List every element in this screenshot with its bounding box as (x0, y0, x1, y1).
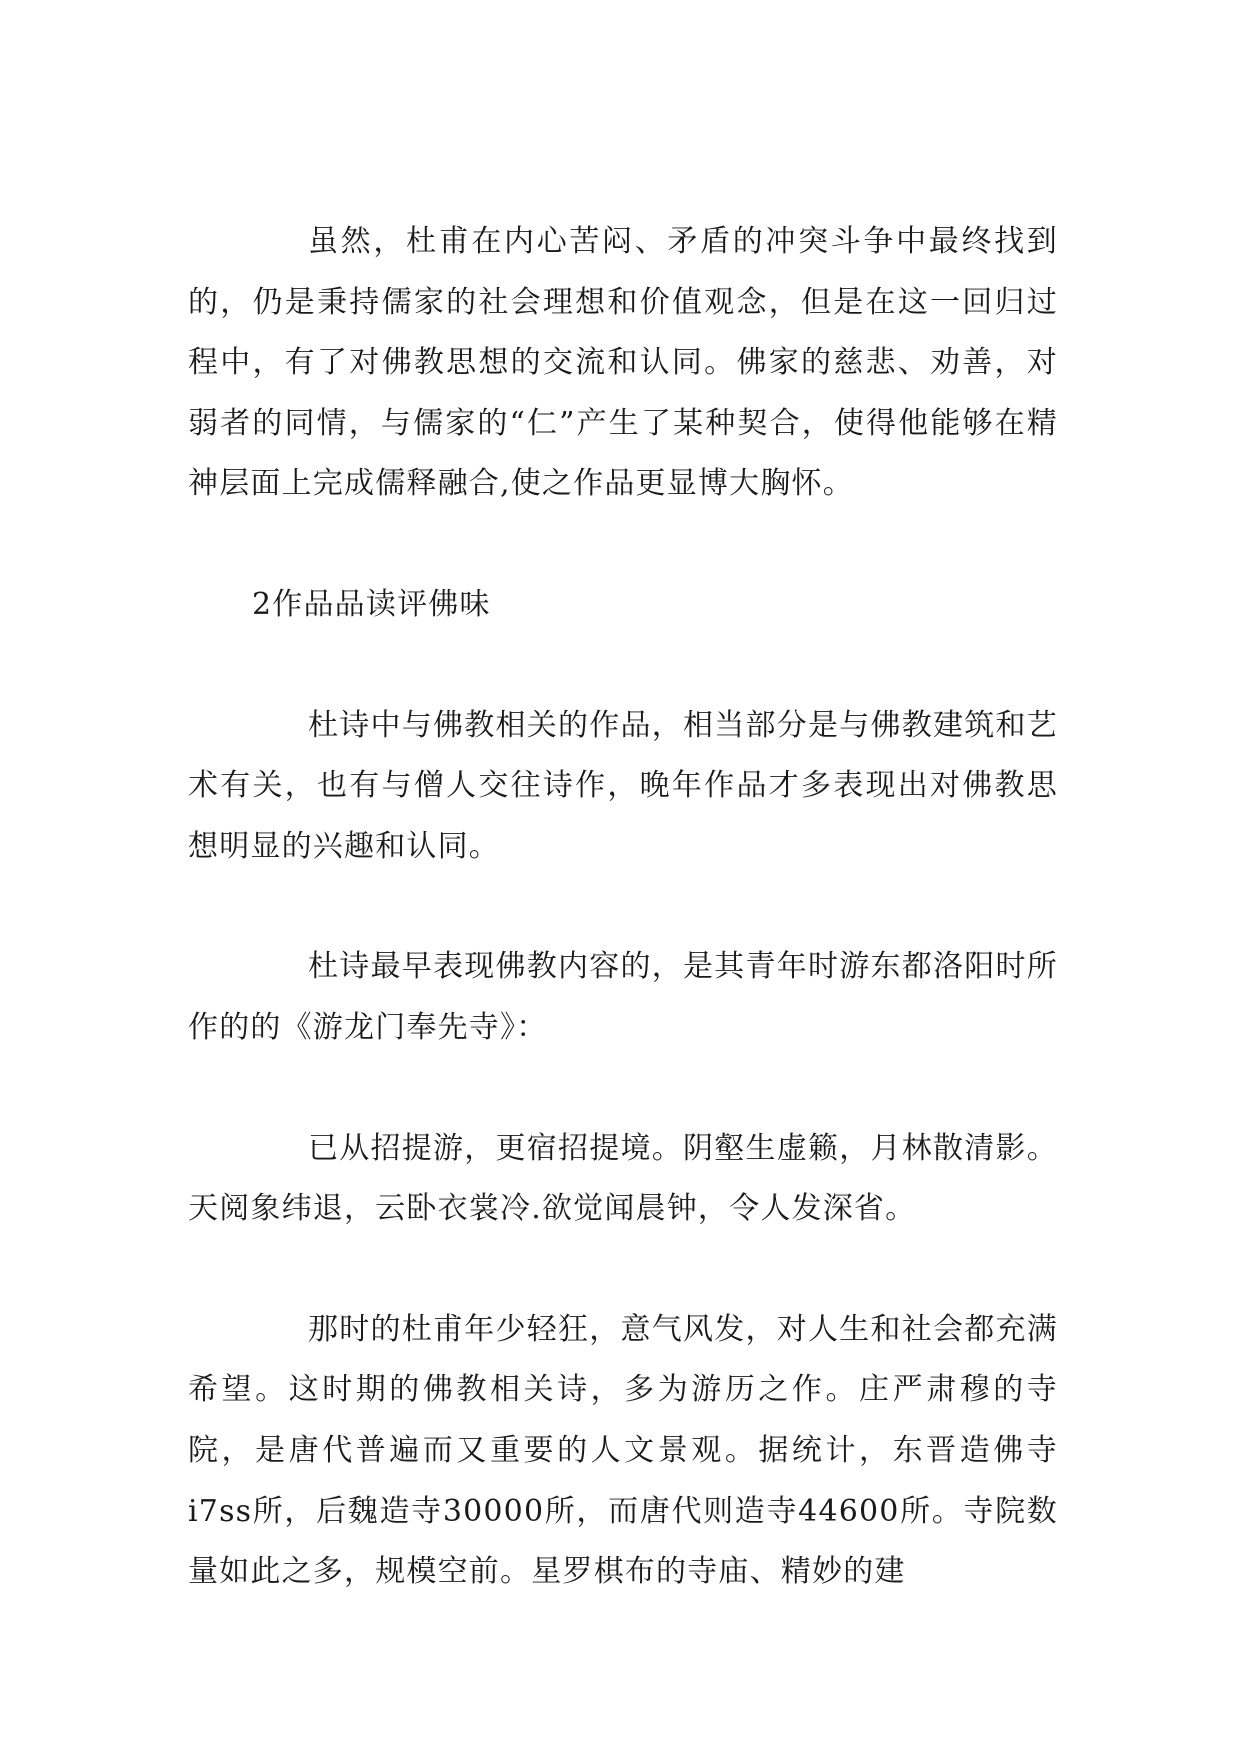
paragraph-1: 虽然，杜甫在内心苦闷、矛盾的冲突斗争中最终找到的，仍是秉持儒家的社会理想和价值观念，但是在这一回归过程中，有了对佛教思想的交流和认同。佛家的慈悲、劝善，对弱者的同情，与儒家的“仁”产生了某种契合，使得他能够在精神层面上完成儒释融合,使之作品更显博大胸怀。 (188, 224, 1058, 502)
paragraph-4: 那时的杜甫年少轻狂，意气风发，对人生和社会都充满希望。这时期的佛教相关诗，多为游历之作。庄严肃穆的寺院，是唐代普遍而又重要的人文景观。据统计，东晋造佛寺i7ss所，后魏造寺30000所，而唐代则造寺44600所。寺院数量如此之多，规模空前。星罗棋布的寺庙、精妙的建 (188, 1311, 1058, 1590)
paragraph-2: 杜诗中与佛教相关的作品，相当部分是与佛教建筑和艺术有关，也有与僧人交往诗作，晚年作品才多表现出对佛教思想明显的兴趣和认同。 (188, 707, 1058, 864)
section-heading: 2作品品读评佛味 (252, 586, 491, 622)
poem-quote: 已从招提游，更宿招提境。阴壑生虚籁，月林散清影。天阅象纬退，云卧衣裳冷.欲觉闻晨钟，令人发深省。 (188, 1130, 1058, 1227)
document-body (188, 212, 1058, 1663)
paragraph-3: 杜诗最早表现佛教内容的，是其青年时游东都洛阳时所作的的《游龙门奉先寺》： (188, 949, 1058, 1045)
